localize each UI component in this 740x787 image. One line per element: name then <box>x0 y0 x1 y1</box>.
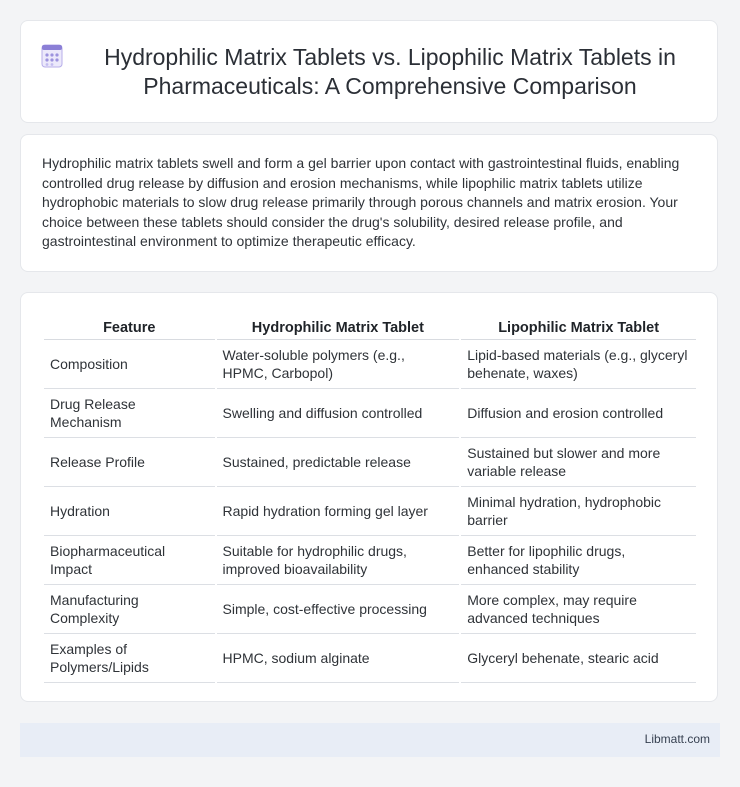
header-lipophilic: Lipophilic Matrix Tablet <box>461 315 696 340</box>
header-hydrophilic: Hydrophilic Matrix Tablet <box>217 315 460 340</box>
table-row <box>44 536 696 585</box>
comparison-card <box>20 292 718 702</box>
table-row <box>44 389 696 438</box>
table-row <box>44 585 696 634</box>
lipophilic-cell: Better for lipophilic drugs, enhanced stability <box>461 536 696 585</box>
feature-cell: Examples of Polymers/Lipids <box>44 634 215 683</box>
summary-paragraph: Hydrophilic matrix tablets swell and form a gel barrier upon contact with gastrointestinal fluids, enabling controlled drug release by diffusion and erosion mechanisms, while lipophilic matrix tablets utilize hydrophobic materials to slow drug release primarily through porous channels and matrix erosion. Your choice between these tablets should consider the drug's solubility, desired release profile, and gastrointestinal environment to optimize therapeutic efficacy. <box>42 155 680 249</box>
hydrophilic-cell: Simple, cost-effective processing <box>217 585 460 634</box>
lipophilic-cell: Minimal hydration, hydrophobic barrier <box>461 487 696 536</box>
feature-cell: Drug Release Mechanism <box>44 389 215 438</box>
title-card <box>20 20 718 123</box>
table-row <box>44 487 696 536</box>
table-row <box>44 340 696 389</box>
hydrophilic-cell: HPMC, sodium alginate <box>217 634 460 683</box>
feature-cell: Composition <box>44 340 215 389</box>
feature-cell: Hydration <box>44 487 215 536</box>
hydrophilic-cell: Rapid hydration forming gel layer <box>217 487 460 536</box>
lipophilic-cell: Glyceryl behenate, stearic acid <box>461 634 696 683</box>
feature-cell: Manufacturing Complexity <box>44 585 215 634</box>
lipophilic-cell: Diffusion and erosion controlled <box>461 389 696 438</box>
feature-cell: Release Profile <box>44 438 215 487</box>
footer-site-link[interactable]: Libmatt.com <box>644 732 710 746</box>
hydrophilic-cell: Sustained, predictable release <box>217 438 460 487</box>
lipophilic-cell: Lipid-based materials (e.g., glyceryl behenate, waxes) <box>461 340 696 389</box>
hydrophilic-cell: Swelling and diffusion controlled <box>217 389 460 438</box>
table-row <box>44 634 696 683</box>
hydrophilic-cell: Water-soluble polymers (e.g., HPMC, Carbopol) <box>217 340 460 389</box>
title-container <box>21 21 717 122</box>
lipophilic-cell: Sustained but slower and more variable release <box>461 438 696 487</box>
summary-card <box>20 134 718 272</box>
lipophilic-cell: More complex, may require advanced techniques <box>461 585 696 634</box>
table-header-row <box>44 315 696 340</box>
hydrophilic-cell: Suitable for hydrophilic drugs, improved bioavailability <box>217 536 460 585</box>
page-title: Hydrophilic Matrix Tablets vs. Lipophilic Matrix Tablets in Pharmaceuticals: A Comprehensive Comparison <box>104 43 676 99</box>
comparison-table <box>42 315 698 683</box>
footer-bar <box>20 723 720 757</box>
header-feature: Feature <box>44 315 215 340</box>
feature-cell: Biopharmaceutical Impact <box>44 536 215 585</box>
table-row <box>44 438 696 487</box>
document-grid-icon <box>39 43 65 69</box>
